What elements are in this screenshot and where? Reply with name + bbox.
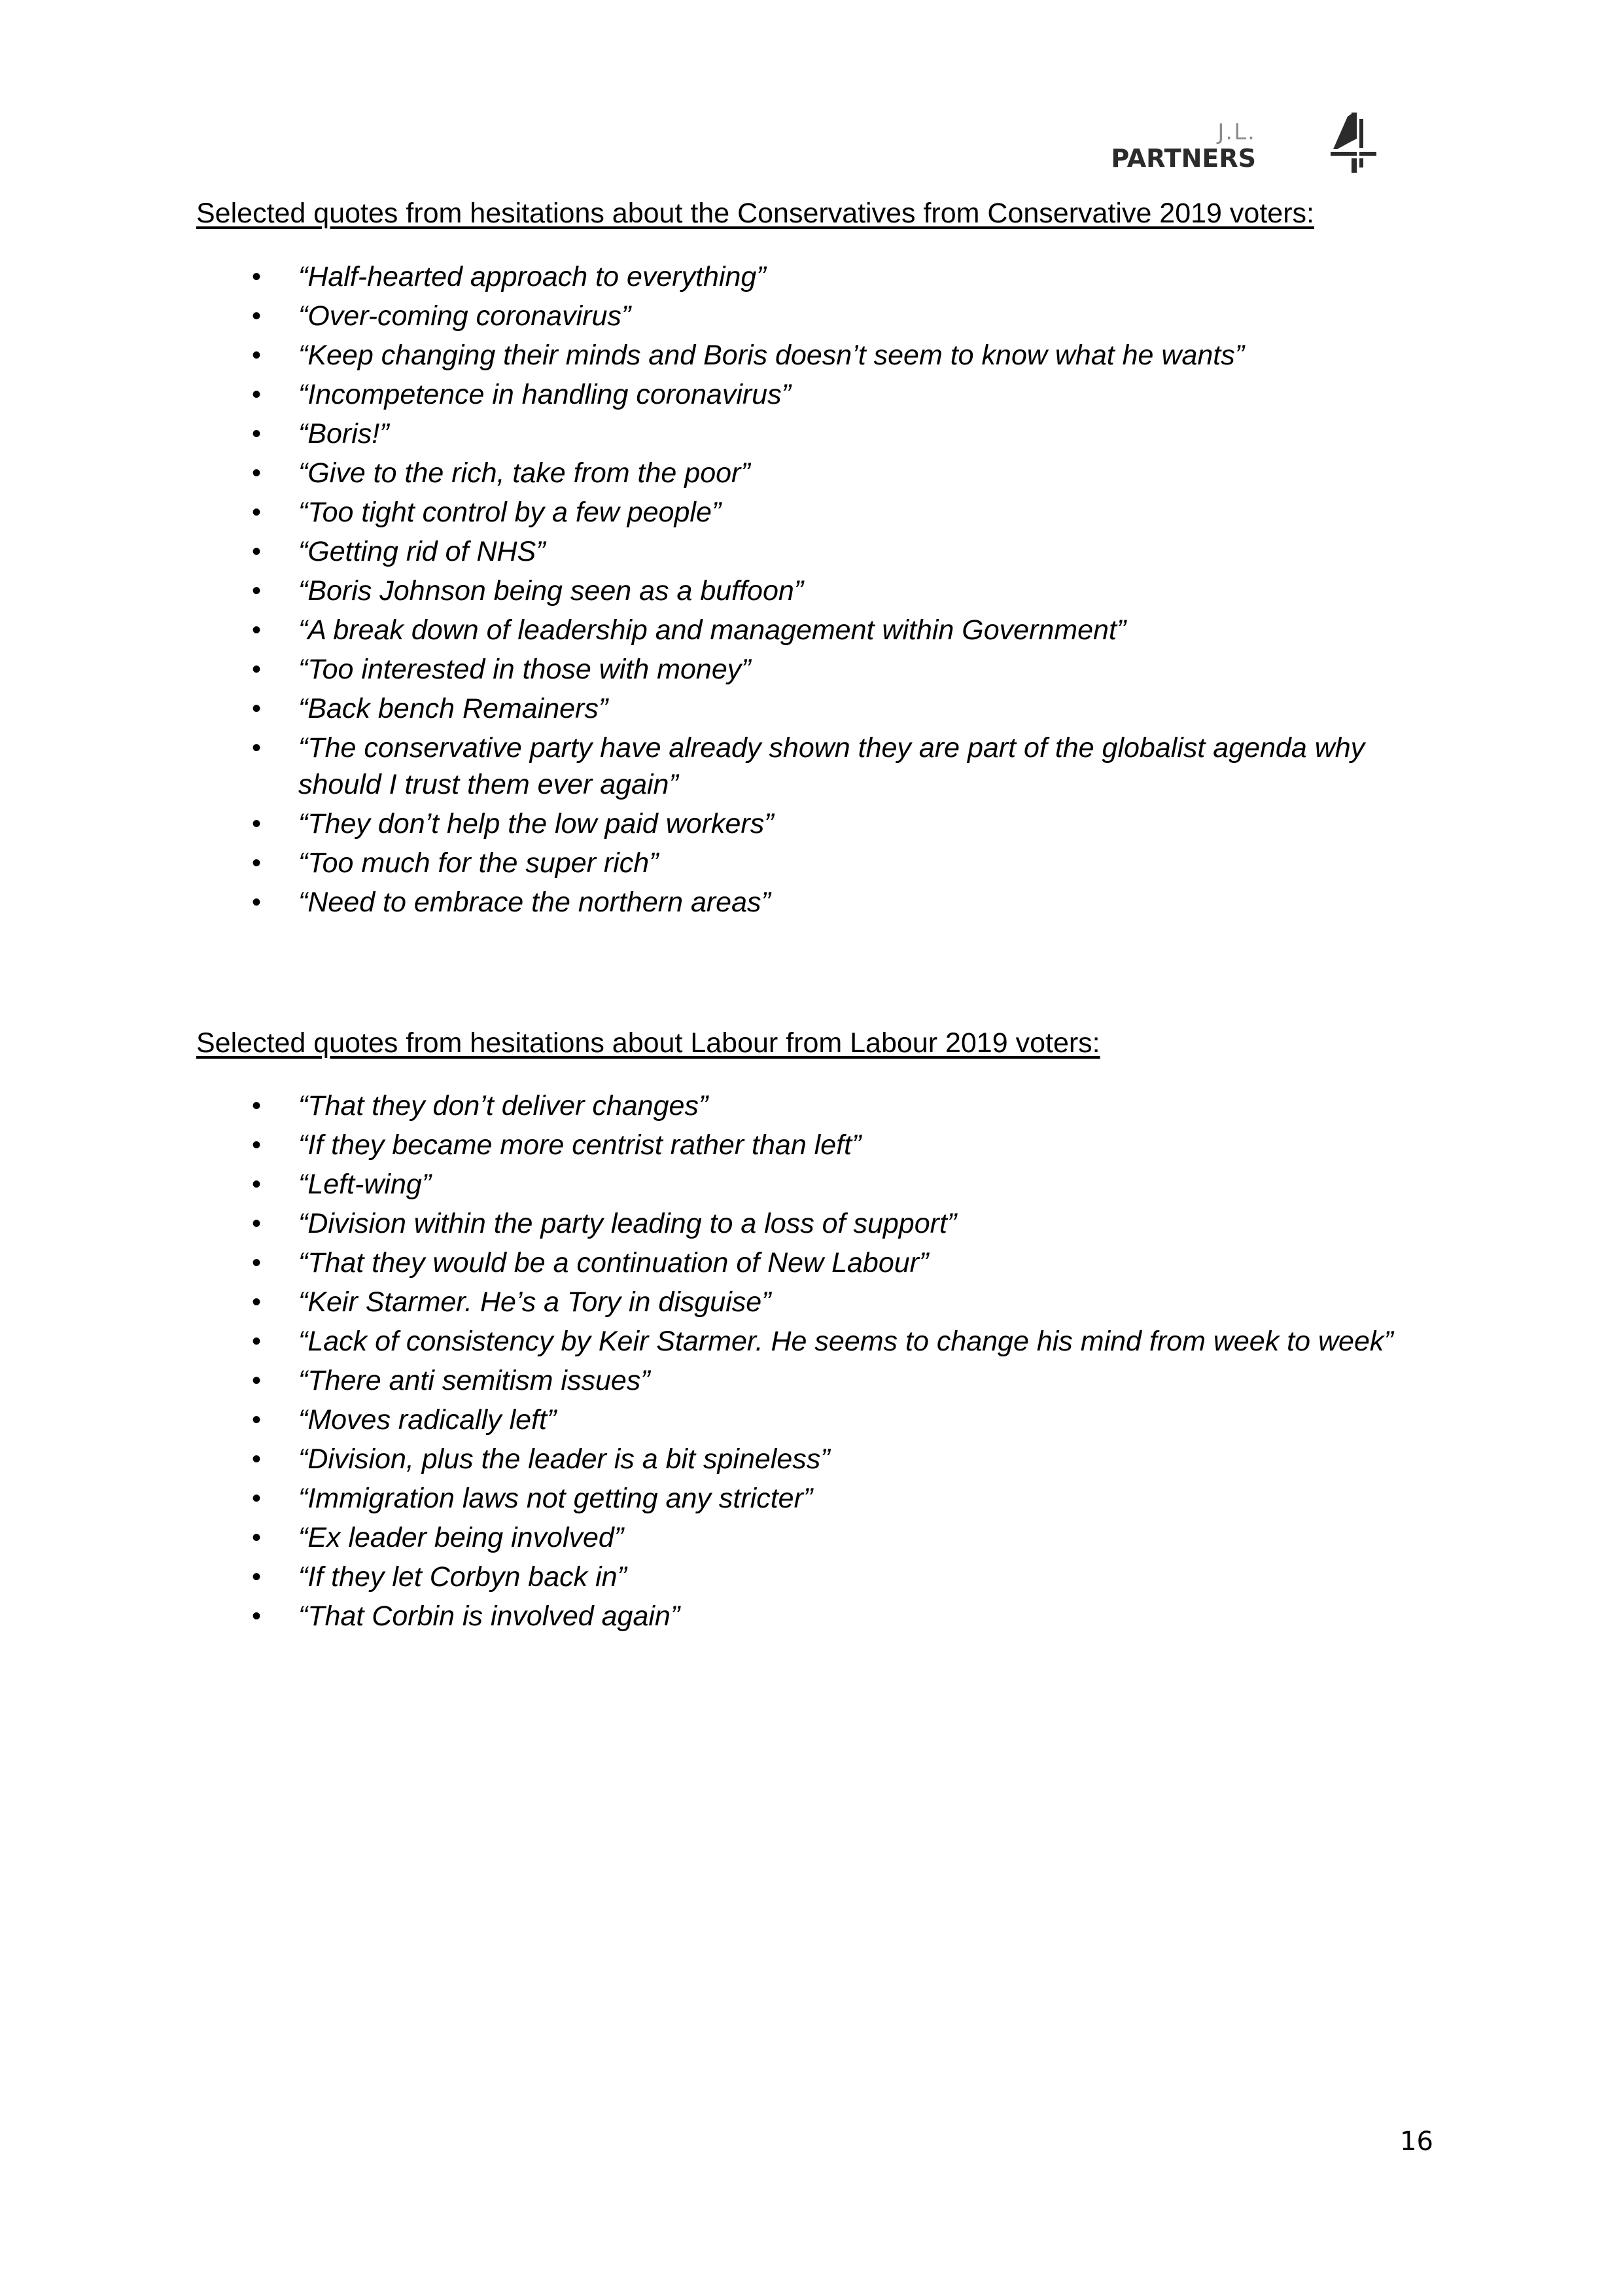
list-item (0, 533, 1397, 570)
list-item (0, 494, 1397, 531)
channel-4-logo (1328, 113, 1380, 173)
bullet-icon: • (252, 1445, 262, 1474)
bullet-icon: • (252, 1484, 262, 1513)
list-item (0, 1284, 1397, 1320)
quote-text: “Incompetence in handling coronavirus” (298, 379, 791, 410)
bullet-icon: • (252, 849, 262, 877)
list-item (0, 455, 1397, 491)
quote-text: “That they would be a continuation of New Labour” (298, 1247, 929, 1279)
list-item (0, 1166, 1397, 1203)
quote-text: “If they let Corbyn back in” (298, 1561, 627, 1593)
bullet-icon: • (252, 1288, 262, 1316)
jl-partners-logo (1112, 119, 1256, 171)
bullet-icon: • (252, 1248, 262, 1277)
bullet-icon: • (252, 1131, 262, 1159)
bullet-icon: • (252, 1366, 262, 1395)
quote-text: “Boris!” (298, 418, 389, 450)
jl-logo-initials: J.L. (1217, 119, 1256, 145)
bullet-icon: • (252, 498, 262, 527)
quote-text: “Too interested in those with money” (298, 654, 751, 685)
bullet-icon: • (252, 1327, 262, 1356)
list-item (0, 1205, 1397, 1242)
bullet-icon: • (252, 380, 262, 409)
list-item (0, 1087, 1397, 1124)
bullet-icon: • (252, 302, 262, 330)
quote-text: “Keep changing their minds and Boris doesn’t seem to know what he wants” (298, 340, 1245, 371)
quote-text: “Ex leader being involved” (298, 1522, 624, 1553)
section-heading-conservatives: Selected quotes from hesitations about the Conservatives from Conservative 2019 voters: (196, 198, 1314, 229)
conservative-quotes-list (0, 258, 1397, 923)
page-number: 16 (1400, 2127, 1433, 2157)
bullet-icon: • (252, 262, 262, 291)
quote-text: “A break down of leadership and management within Government” (298, 614, 1126, 646)
list-item (0, 337, 1397, 374)
bullet-icon: • (252, 733, 262, 762)
list-item (0, 1598, 1397, 1634)
bullet-icon: • (252, 1405, 262, 1434)
bullet-icon: • (252, 537, 262, 566)
quote-text: “They don’t help the low paid workers” (298, 808, 774, 839)
bullet-icon: • (252, 888, 262, 917)
list-item (0, 376, 1397, 413)
quote-text: “Over-coming coronavirus” (298, 300, 631, 332)
bullet-icon: • (252, 694, 262, 723)
section-heading-labour: Selected quotes from hesitations about Labour from Labour 2019 voters: (196, 1027, 1100, 1059)
list-item (0, 612, 1397, 648)
bullet-icon: • (252, 809, 262, 838)
list-item (0, 730, 1397, 803)
list-item (0, 415, 1397, 452)
bullet-icon: • (252, 1602, 262, 1631)
list-item (0, 1480, 1397, 1517)
list-item (0, 1127, 1397, 1163)
list-item (0, 884, 1397, 921)
quote-text: “There anti semitism issues” (298, 1365, 650, 1396)
quote-text: “Moves radically left” (298, 1404, 557, 1436)
quote-text: “Division, plus the leader is a bit spineless” (298, 1443, 830, 1475)
bullet-icon: • (252, 1091, 262, 1120)
bullet-icon: • (252, 576, 262, 605)
quote-text: “Too tight control by a few people” (298, 497, 722, 528)
bullet-icon: • (252, 1523, 262, 1552)
labour-quotes-list (0, 1087, 1397, 1637)
quote-text: “If they became more centrist rather than left” (298, 1129, 862, 1161)
list-item (0, 651, 1397, 688)
bullet-icon: • (252, 1563, 262, 1591)
quote-text: “The conservative party have already shown they are part of the globalist agenda why should I trust them ever again” (298, 732, 1365, 800)
bullet-icon: • (252, 1209, 262, 1238)
list-item (0, 845, 1397, 881)
quote-text: “Left-wing” (298, 1169, 432, 1200)
quote-text: “Boris Johnson being seen as a buffoon” (298, 575, 804, 607)
list-item (0, 1559, 1397, 1595)
list-item (0, 690, 1397, 727)
quote-text: “Keir Starmer. He’s a Tory in disguise” (298, 1286, 771, 1318)
bullet-icon: • (252, 459, 262, 487)
bullet-icon: • (252, 419, 262, 448)
quote-text: “That Corbin is involved again” (298, 1600, 680, 1632)
list-item (0, 258, 1397, 295)
quote-text: “That they don’t deliver changes” (298, 1090, 708, 1122)
quote-text: “Give to the rich, take from the poor” (298, 457, 750, 489)
quote-text: “Back bench Remainers” (298, 693, 608, 724)
list-item (0, 1323, 1397, 1360)
list-item (0, 573, 1397, 609)
list-item (0, 1519, 1397, 1556)
quote-text: “Division within the party leading to a loss of support” (298, 1208, 957, 1239)
bullet-icon: • (252, 616, 262, 645)
bullet-icon: • (252, 1170, 262, 1199)
list-item (0, 298, 1397, 334)
list-item (0, 1441, 1397, 1477)
quote-text: “Need to embrace the northern areas” (298, 887, 771, 918)
list-item (0, 1402, 1397, 1438)
jl-logo-partners: PARTNERS (1111, 144, 1256, 173)
quote-text: “Getting rid of NHS” (298, 536, 546, 567)
list-item (0, 805, 1397, 842)
list-item (0, 1362, 1397, 1399)
bullet-icon: • (252, 341, 262, 370)
quote-text: “Lack of consistency by Keir Starmer. He seems to change his mind from week to week” (298, 1326, 1393, 1357)
bullet-icon: • (252, 655, 262, 684)
quote-text: “Half-hearted approach to everything” (298, 261, 766, 292)
quote-text: “Too much for the super rich” (298, 847, 659, 879)
quote-text: “Immigration laws not getting any stricter” (298, 1483, 813, 1514)
list-item (0, 1245, 1397, 1281)
